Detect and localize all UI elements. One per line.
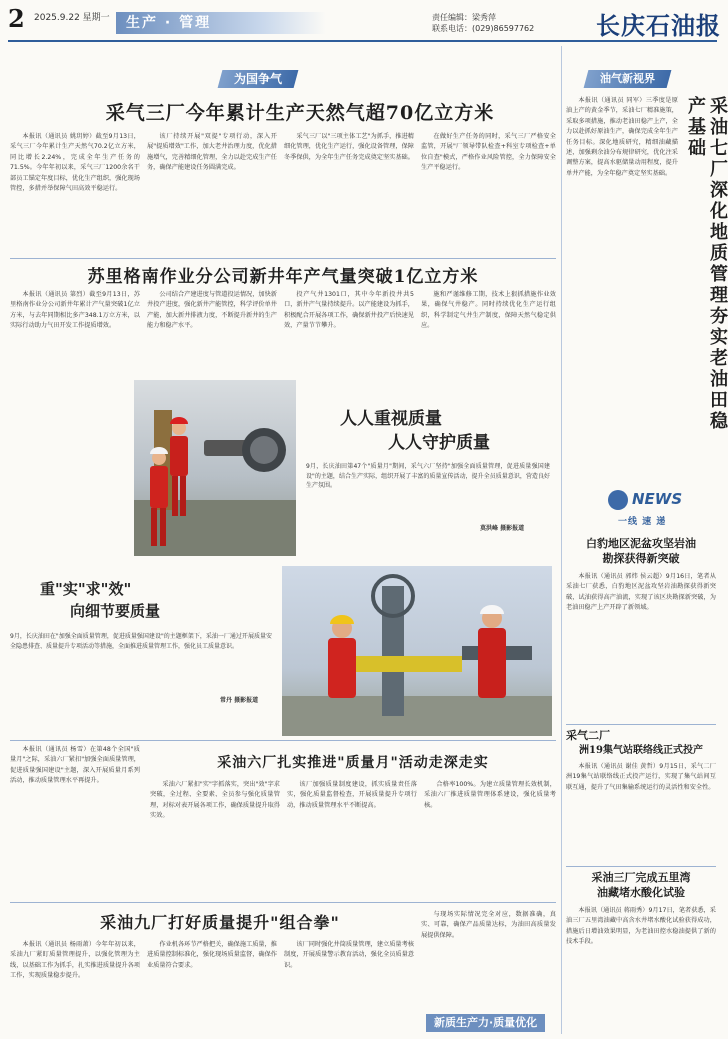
article1-col3: 采气三厂以"三项主体工艺"为抓手，推进精细化管理，优化生产运行，强化设备管理，保障冬季保供，为全年生产任务完成奠定坚实基础。 (284, 133, 414, 161)
article4-caption: 9月，长庆油田在"加强全面质量管理，促进质量强国建设"的主题框架下，采油一厂通过开展质量安全隐患排查、质量提升专项活动等措施，全面推进质量管理工作，强化员工质量意识。 (10, 633, 272, 650)
article1-title: 采气三厂今年累计生产天然气超70亿立方米 (105, 102, 495, 124)
article3-caption: 9月，长庆油田第47个"质量月"期间，采气六厂坚持"加强全面质量管理，促进质量强国建设"的主题，结合生产实际，组织开展了丰富的质量宣传活动，提升全员质量意识，营造良好生产氛围。 (306, 463, 550, 489)
column-divider (561, 46, 562, 1034)
article3-title-line2: 人人守护质量 (388, 433, 490, 453)
section-title: 生产 · 管理 (116, 12, 326, 34)
article5-col2: 采油六厂紧扣"实"字抓落实，突出"效"字求突破，全过程、全要素、全员参与强化质量管理，对标对表开展各项工作，确保质量提升取得实效。 (150, 781, 280, 820)
photo-illustration (134, 380, 296, 556)
divider (10, 740, 556, 741)
article5-col1: 本报讯（通讯员 杨雪）在第48个全国"质量月"之际，采油六厂紧扣"加强全面质量管理，促进质量强国建设"主题，深入开展质量月系列活动，推动质量管理水平再提升。 (10, 746, 140, 785)
side1-body: 本报讯（通讯员 同军）三季度是原油上产的黄金季节，采油七厂精准施策，采取多项措施，推动老油田稳产上产，全力以赴抓好原油生产，确保完成全年生产任务目标。深化地质研究，精细油藏描述，加强剩余油分布规律研究，优化注采调整方案，提高水驱储量动用程度，提升单井产能，为全年稳产奠定坚实基础。 (566, 97, 678, 177)
side4-title-line1: 采油三厂完成五里湾 (591, 871, 691, 884)
article1-col1: 本报讯（通讯员 姚玥婷）截至9月13日，采气三厂今年累计生产天然气70.2亿立方米，同比增长2.24%，完成全年生产任务的71.5%。今年年初以来，采气三厂1200余名干部员工锚定年度目标，优化生产组织，强化现场管控，多措并举保障气田高效平稳运行。 (10, 133, 140, 193)
article2-col1: 本报讯（通讯员 第烈）截至9月13日，苏里格南作业分公司新井年累计产气量突破1亿立方米，与去年同期相比多产348.1万立方米，以实际行动助力气田开发工作提质增效。 (10, 291, 140, 330)
side2-body: 本报讯（通讯员 郭炜 侯云超）9月16日，笔者从采油七厂获悉，白豹地区泥盆攻坚岩油勘探获得新突破，试油获得高产油流，实现了该区块勘探新突破，为老油田稳产上产开辟了新领域。 (566, 573, 716, 612)
editor-name: 责任编辑：梁秀萍 (432, 13, 496, 22)
banner-left: 为国争气 (218, 70, 299, 88)
divider (10, 902, 556, 903)
article6-col3: 该厂同时强化井筒质量管理，建立质量考核制度，开展质量警示教育活动，强化全员质量意识。 (284, 941, 414, 969)
article5-col3: 该厂加强质量制度建设，抓实质量责任落实，强化质量监督检查，开展质量提升专项行动，推动质量管理水平不断提高。 (287, 781, 417, 809)
article6-col2: 作业机各环节严格把关，确保施工质量，推进质量控制标准化，强化现场质量监督，确保作业质量符合要求。 (147, 941, 277, 969)
article3-title-line1: 人人重视质量 (340, 409, 442, 429)
article2-col4: 施和严谨维修工期，技术上狠抓措施作业效果，确保气井稳产。同时持续优化生产运行组织，科学制定气井生产制度，保障天然气稳定供应。 (421, 291, 556, 330)
side2-title-line1: 白豹地区泥盆攻坚岩油 (586, 537, 696, 550)
header-rule (8, 40, 717, 42)
article3-photo-credit: 莫洪峰 摄影报道 (480, 525, 525, 532)
article4-title-line1: 重"实"求"效" (40, 580, 132, 598)
divider (10, 258, 556, 259)
side3-body: 本报讯（通讯员 谢佳 黄哲）9月15日，采气二厂洲19集气站联络线正式投产运行，实现了集气站间互联互通，提升了气田集输系统运行的灵活性和安全性。 (566, 763, 716, 791)
side4-title-line2: 油藏堵水酸化试验 (597, 886, 685, 899)
article4-title-line2: 向细节要质量 (70, 602, 161, 620)
divider (566, 724, 716, 725)
side4-body: 本报讯（通讯员 蒋雨秀）9月17日，笔者获悉，采油三厂五里湾油藏中高含水井堵水酸化试验获得成功，措施后日增油效果明显，为老油田控水稳油提供了新的技术手段。 (566, 907, 716, 946)
article6-col1: 本报讯（通讯员 杨雨萧）今年年初以来，采油九厂紧盯质量管理提升，以强化管理为主线，以基础工作为抓手，扎实推进质量提升各项工作，实现质量稳步提升。 (10, 941, 140, 980)
editor-phone: 联系电话：(029)86597762 (432, 24, 535, 33)
newspaper-logo: 长庆石油报 (596, 11, 721, 40)
banner-right: 油气新视界 (584, 70, 672, 88)
photo-illustration (282, 566, 552, 736)
article6-title: 采油九厂打好质量提升"组合拳" (100, 913, 340, 932)
page-number: 2 (8, 4, 25, 33)
side3-title-line1: 采气二厂 (566, 729, 610, 742)
news-icon (608, 490, 628, 510)
article1-col4: 在做好生产任务的同时，采气三厂严格安全监管，开展"厂领导带队检查+科室专项检查+单位自查"模式，严格作业风险管控，全力保障安全生产平稳运行。 (421, 133, 556, 172)
side2-title-line2: 勘探获得新突破 (602, 552, 680, 565)
article2-col3: 投产气井1301口，其中今年新投井共5口，新井产气量持续提升。以产能建设为抓手，积极配合开展各项工作，确保新井投产后快速见效，产量节节攀升。 (284, 291, 414, 330)
article1-col2: 该厂持续开展"双提"专项行动，深入开展"提质增效"工作，加大老井治理力度，优化措施增气，完善精细化管理，全力以赴完成生产任务，确保产能建设任务圆满完成。 (147, 133, 277, 172)
article2-col2: 公司结合产建进度与管道投运情况，加快新井投产进度，强化新井产能管控，科学评价单井产能，加大新井排液力度，不断提升新井的生产能力和稳产水平。 (147, 291, 277, 330)
article5-title: 采油六厂扎实推进"质量月"活动走深走实 (217, 755, 489, 771)
article5-col4: 合格率100%。为建立质量管理长效机制，采油六厂推进质量管理体系建设，强化质量考核。 (424, 781, 556, 809)
article2-title: 苏里格南作业分公司新井年产气量突破1亿立方米 (87, 267, 479, 287)
divider (566, 866, 716, 867)
article6-footer-tag: 新质生产力·质量优化 (426, 1014, 545, 1032)
article4-photo-credit: 常丹 摄影报道 (220, 697, 259, 704)
news-label: NEWS (632, 490, 683, 508)
news-badge (608, 488, 708, 512)
photo-valve-maintenance (282, 566, 552, 736)
issue-date: 2025.9.22 星期一 (34, 13, 110, 23)
editor-info (432, 12, 534, 34)
news-subtitle: 一线 速 递 (618, 517, 667, 527)
side3-title-line2: 洲19集气站联络线正式投产 (579, 745, 703, 756)
photo-quality-inspection (134, 380, 296, 556)
side1-title: 采油七厂深化地质管理夯实老油田稳产基础 (685, 96, 728, 432)
article6-col4: 与现场实际情况完全对应，数据准确，真实、可靠，确保产品质量达标，为油田高质量发展提供保障。 (421, 911, 556, 939)
